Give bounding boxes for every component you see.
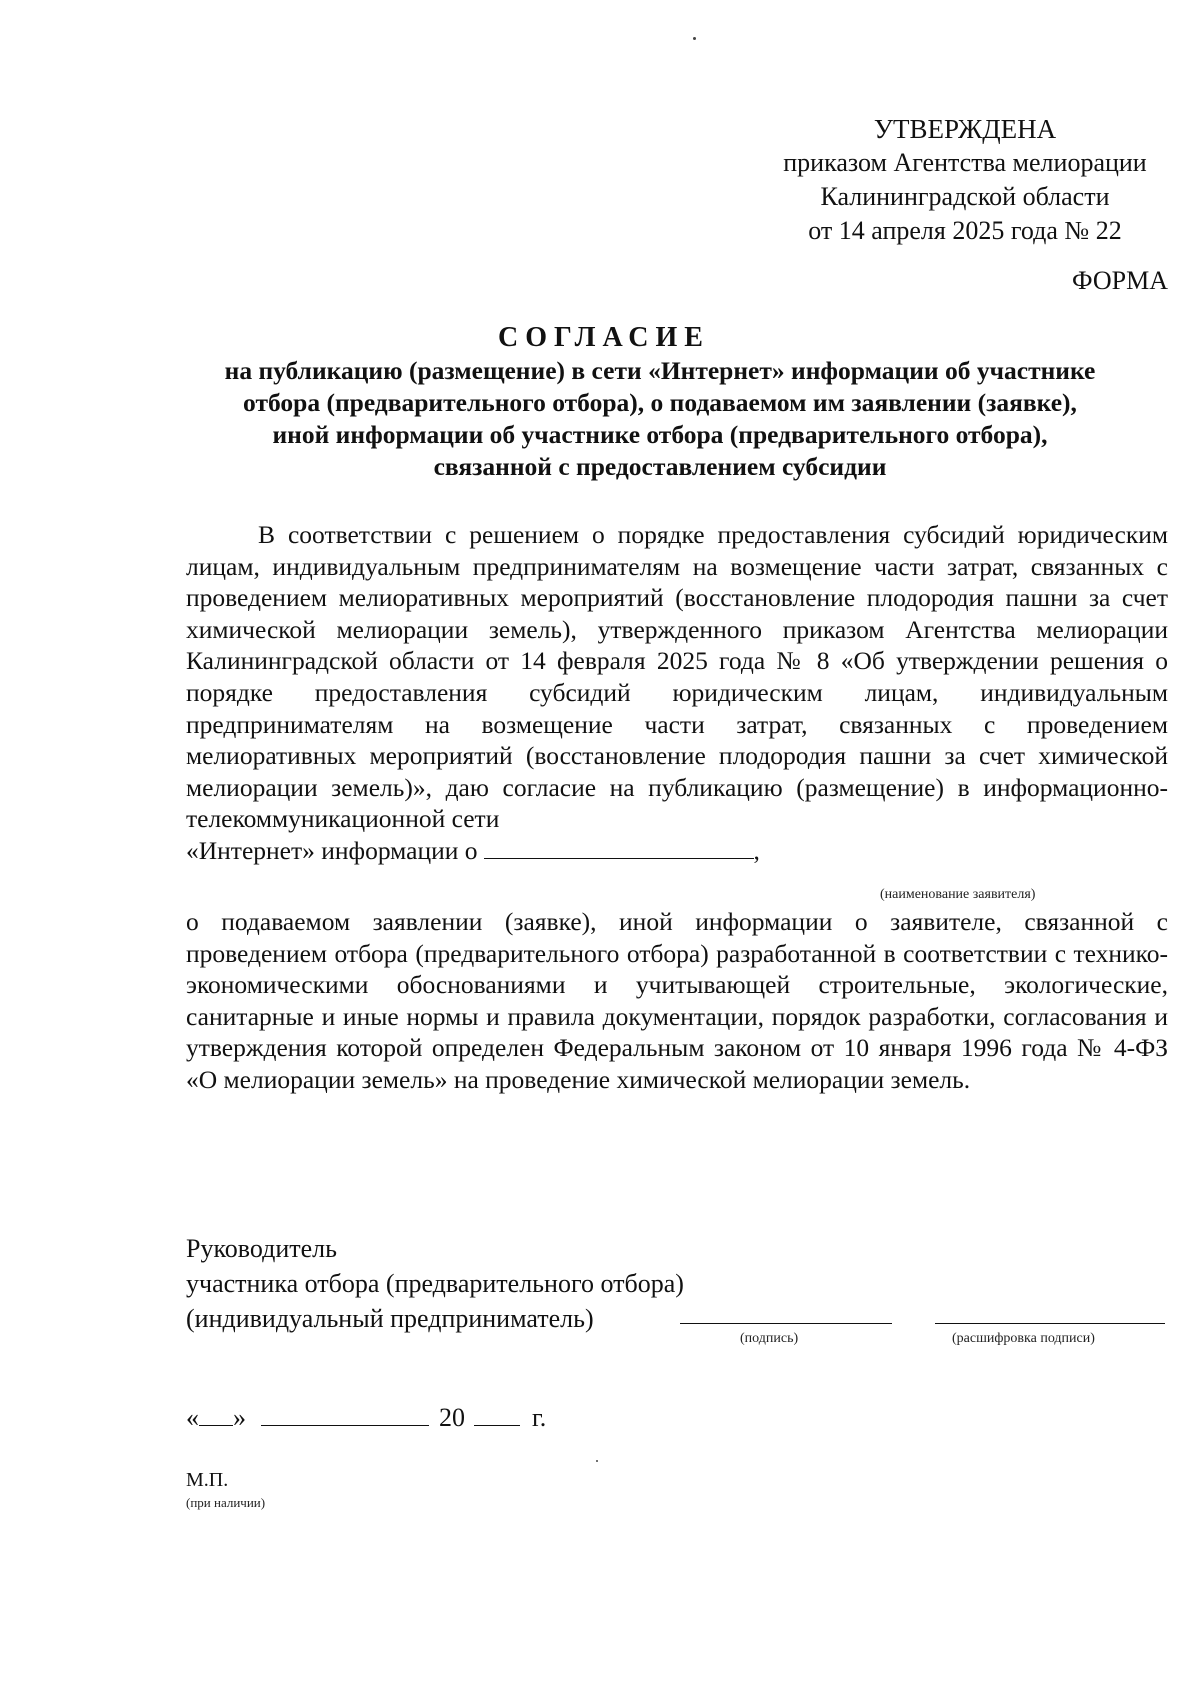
applicant-name-caption: (наименование заявителя) [880, 887, 1036, 902]
signature-decoding-field[interactable] [935, 1323, 1165, 1324]
document-subtitle [150, 355, 1170, 483]
signer-block [186, 1231, 684, 1336]
applicant-intro-text: «Интернет» информации о [186, 836, 478, 865]
date-century: 20 [439, 1403, 465, 1432]
signer-line: Руководитель [186, 1234, 337, 1263]
date-year-suffix: г. [532, 1403, 547, 1432]
date-open-quote: « [186, 1403, 199, 1432]
subtitle-line: иной информации об участнике отбора (предварительного отбора), [272, 420, 1048, 449]
consent-paragraph-end [186, 835, 1168, 867]
approval-heading: УТВЕРЖДЕНА [873, 114, 1057, 144]
approval-line: приказом Агентства мелиорации [783, 148, 1147, 177]
subtitle-line: на публикацию (размещение) в сети «Интернет» информации об участнике [224, 356, 1096, 385]
date-day-field[interactable] [199, 1407, 233, 1426]
form-label: ФОРМА [1072, 266, 1168, 295]
signature-field[interactable] [680, 1323, 892, 1324]
signer-line: участника отбора (предварительного отбора) [186, 1269, 684, 1298]
scan-speck [693, 37, 696, 40]
date-close-quote: » [233, 1403, 246, 1432]
document-title: СОГЛАСИЕ [498, 322, 710, 353]
signature-caption: (подпись) [740, 1331, 799, 1346]
subtitle-line: отбора (предварительного отбора), о подаваемом им заявлении (заявке), [243, 388, 1077, 417]
subtitle-line: связанной с предоставлением субсидии [433, 452, 887, 481]
consent-paragraph: В соответствии с решением о порядке предоставления субсидий юридическим лицам, индивидуальным предпринимателям на возмещение части затрат, связанных с проведением мелиоративных мероприятий (восстановление плодородия пашни за счет химической мелиорации земель), утвержденного приказом Агентства мелиорации Калининградской области от 14 февраля 2025 года № 8 «Об утверждении решения о порядке предоставления субсидий юридическим лицам, индивидуальным предпринимателям на возмещение части затрат, связанных с проведением мелиоративных мероприятий (восстановление плодородия пашни за счет химической мелиорации земель)», даю согласие на публикацию (размещение) в информационно-телекоммуникационной сети [186, 520, 1168, 834]
stamp-note: (при наличии) [186, 1495, 266, 1510]
date-year-field[interactable] [474, 1407, 520, 1426]
date-month-field[interactable] [261, 1407, 429, 1426]
stamp-label: М.П. [186, 1469, 229, 1491]
approval-stamp-block [760, 112, 1170, 248]
comma: , [753, 836, 760, 865]
approval-line: Калининградской области [820, 182, 1110, 211]
date-line [186, 1403, 546, 1433]
approval-line: от 14 апреля 2025 года № 22 [808, 216, 1122, 245]
applicant-name-field[interactable] [484, 838, 754, 859]
consent-paragraph-2: о подаваемом заявлении (заявке), иной информации о заявителе, связанной с проведением отбора (предварительного отбора) разработанной в соответствии с технико-экономическими обоснованиями и учитывающей строительные, экологические, санитарные и иные нормы и правила документации, порядок разработки, согласования и утверждения которой определен Федеральным законом от 10 января 1996 года № 4-ФЗ «О мелиорации земель» на проведение химической мелиорации земель. [186, 907, 1168, 1094]
signature-decoding-caption: (расшифровка подписи) [952, 1331, 1095, 1346]
signer-line: (индивидуальный предприниматель) [186, 1304, 594, 1333]
scan-speck [596, 1460, 598, 1462]
